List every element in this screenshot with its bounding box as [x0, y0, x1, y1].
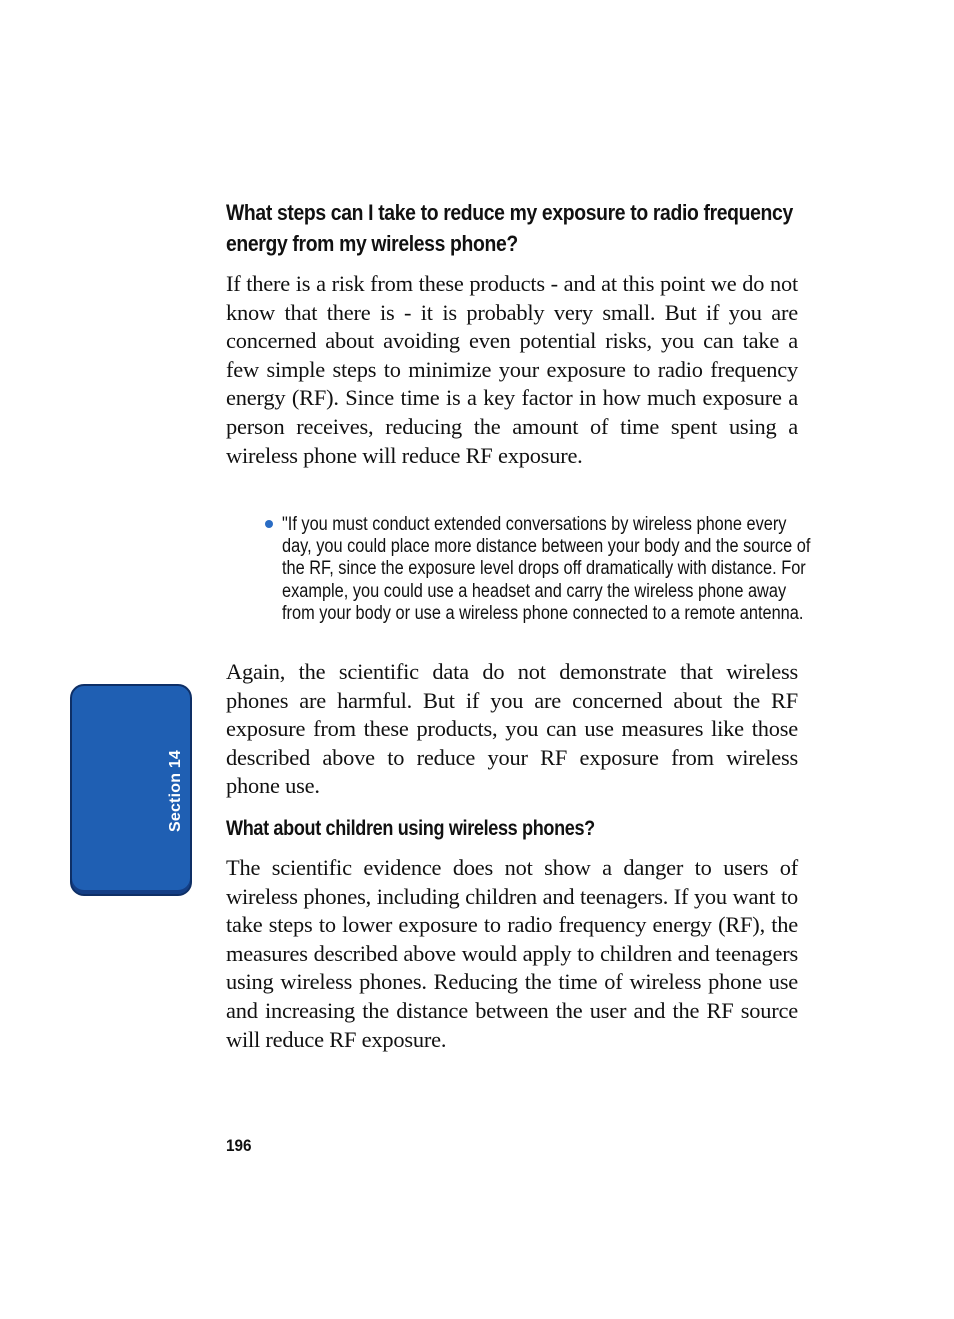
paragraph-children: The scientific evidence does not show a danger to users of wireless phones, including children and teenagers. If you want to take steps to lower exposure to radio frequency energy (RF), the measures described above would apply to children and teenagers using wireless phones. Reducing the time of wireless phone use and increasing the distance between the user and the RF source will reduce RF exposure. — [226, 855, 798, 1052]
heading-reduce-exposure: What steps can I take to reduce my exposure to radio frequency energy from my wireless phone? — [226, 200, 793, 256]
bullet-text: "If you must conduct extended conversations by wireless phone every day, you could place more distance between your body and the source of the RF, since the exposure level drops off dramatically with distance. For example, you could use a headset and carry the wireless phone away from your body or use a wireless phone connected to a remote antenna. — [282, 514, 811, 624]
bullet-list-item — [262, 514, 811, 625]
heading-children: What about children using wireless phones? — [226, 817, 595, 840]
page-number: 196 — [226, 1136, 252, 1155]
section-tab-label: Section 14 — [167, 749, 184, 833]
bullet-dot-icon — [265, 520, 273, 528]
paragraph-scientific-data: Again, the scientific data do not demonstrate that wireless phones are harmful. But if you are concerned about the RF exposure from these products, you can use measures like those described above to reduce your RF exposure from wireless phone use. — [226, 659, 798, 799]
paragraph-risk: If there is a risk from these products - and at this point we do not know that there is - it is probably very small. But if you are concerned about avoiding even potential risks, you can take a few simple steps to minimize your exposure to radio frequency energy (RF). Since time is a key factor in how much exposure a person receives, reducing the amount of time spent using a wireless phone will reduce RF exposure. — [226, 271, 798, 468]
